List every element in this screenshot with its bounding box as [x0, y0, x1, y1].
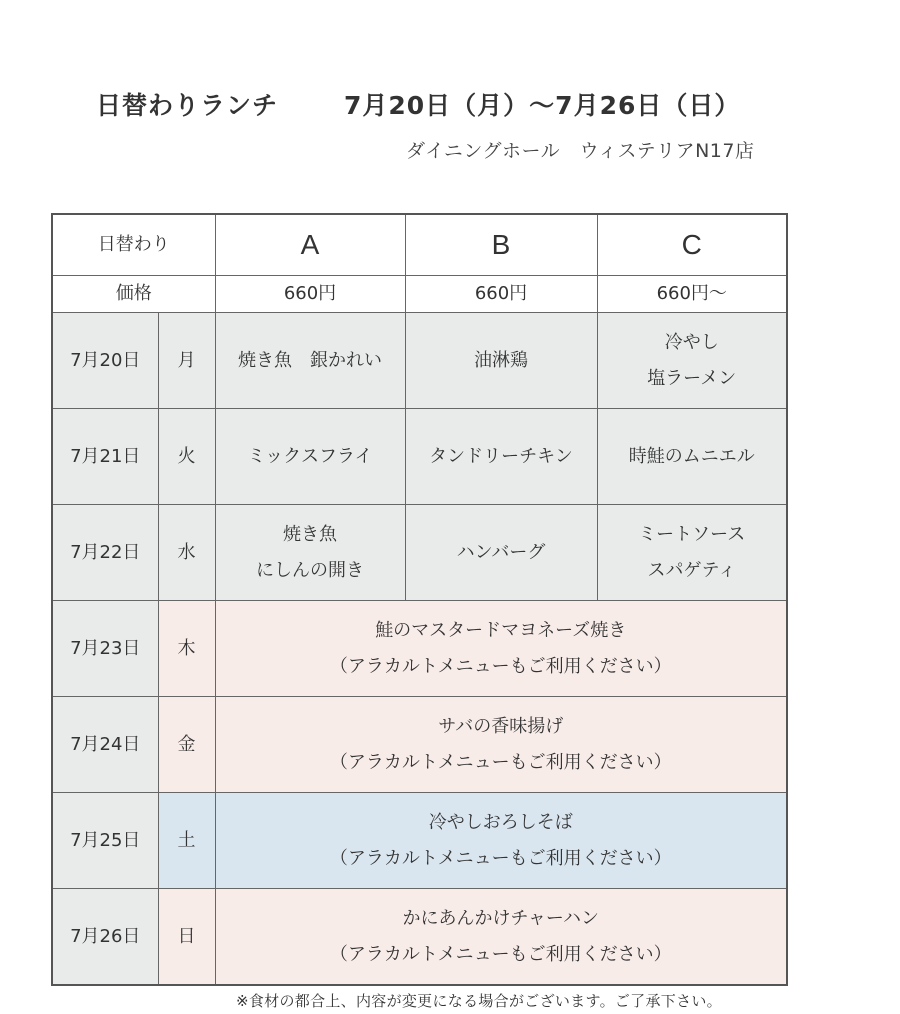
date-cell: 7月21日 [52, 409, 158, 505]
date-cell: 7月26日 [52, 889, 158, 986]
menu-line: サバの香味揚げ [438, 715, 564, 737]
date-cell: 7月20日 [52, 313, 158, 409]
menu-line: にしんの開き [256, 559, 364, 581]
menu-b-cell [405, 313, 597, 409]
weekday-cell: 日 [158, 889, 215, 986]
weekday-cell: 金 [158, 697, 215, 793]
menu-line: ミックスフライ [247, 445, 373, 467]
menu-line: 焼き魚 銀かれい [238, 349, 382, 371]
footnote: ※食材の都合上、内容が変更になる場合がございます。ご了承下さい。 [236, 992, 722, 1010]
combined-menu-cell [215, 793, 787, 889]
combined-menu-cell [215, 889, 787, 986]
weekday-cell [158, 793, 215, 889]
location-subtitle: ダイニングホール ウィステリアN17店 [406, 140, 755, 162]
menu-note: （アラカルトメニューもご利用ください） [329, 655, 672, 677]
menu-line: 焼き魚 [283, 523, 337, 545]
weekday-cell: 月 [158, 313, 215, 409]
date-cell: 7月22日 [52, 505, 158, 601]
menu-note: （アラカルトメニューもご利用ください） [329, 751, 672, 773]
combined-menu-cell [215, 697, 787, 793]
price-b: 660円 [405, 276, 597, 313]
menu-line: ミートソース [638, 523, 746, 545]
menu-b-cell [405, 505, 597, 601]
menu-line: 塩ラーメン [647, 367, 737, 389]
table-row [52, 793, 787, 889]
lunch-menu-table [51, 213, 788, 986]
column-a-header: A [215, 214, 405, 276]
table-row [52, 505, 787, 601]
weekday-cell: 火 [158, 409, 215, 505]
table-row [52, 697, 787, 793]
menu-b-cell [405, 409, 597, 505]
date-cell: 7月25日 [52, 793, 158, 889]
date-cell: 7月23日 [52, 601, 158, 697]
price-label: 価格 [52, 276, 215, 313]
menu-c-cell [597, 409, 787, 505]
weekday-cell: 木 [158, 601, 215, 697]
table-row [52, 889, 787, 986]
price-c: 660円～ [597, 276, 787, 313]
menu-a-cell [215, 505, 405, 601]
menu-note: （アラカルトメニューもご利用ください） [329, 943, 672, 965]
header-row [52, 214, 787, 276]
menu-line: スパゲティ [647, 559, 737, 581]
menu-line: 冷やしおろしそば [428, 811, 573, 833]
menu-line: ハンバーグ [456, 541, 546, 563]
menu-c-cell [597, 313, 787, 409]
date-cell: 7月24日 [52, 697, 158, 793]
page-title: 日替わりランチ [96, 91, 279, 120]
combined-menu-cell [215, 601, 787, 697]
menu-c-cell [597, 505, 787, 601]
menu-note: （アラカルトメニューもご利用ください） [329, 847, 672, 869]
table-row [52, 601, 787, 697]
table-row [52, 313, 787, 409]
price-row [52, 276, 787, 313]
table-row [52, 409, 787, 505]
column-b-header: B [405, 214, 597, 276]
header-label: 日替わり [52, 214, 215, 276]
price-a: 660円 [215, 276, 405, 313]
menu-a-cell [215, 409, 405, 505]
page-title-row [96, 86, 796, 126]
menu-line: 冷やし [664, 331, 719, 353]
weekday-label: 土 [177, 829, 196, 851]
menu-line: 鮭のマスタードマヨネーズ焼き [375, 619, 627, 641]
menu-line: タンドリーチキン [429, 445, 573, 467]
menu-a-cell [215, 313, 405, 409]
weekday-cell: 水 [158, 505, 215, 601]
menu-line: 時鮭のムニエル [628, 445, 755, 467]
period-title: 7月20日（月）～7月26日（日） [344, 91, 741, 120]
menu-line: 油淋鶏 [474, 349, 528, 371]
menu-line: かにあんかけチャーハン [402, 907, 600, 929]
column-c-header: C [597, 214, 787, 276]
